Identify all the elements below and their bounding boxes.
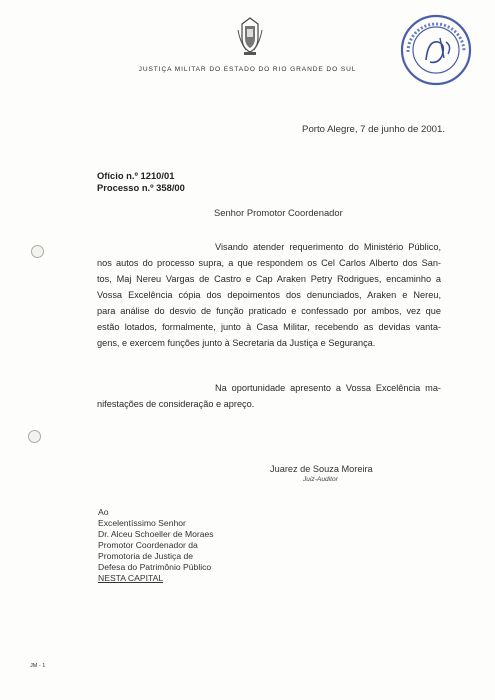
addressee-line: Excelentíssimo Senhor — [98, 518, 186, 528]
punch-hole — [31, 245, 44, 258]
body-line: nifestações de consideração e apreço. — [97, 399, 255, 409]
punch-hole — [28, 430, 41, 443]
addressee-line: Defesa do Patrimônio Público — [98, 562, 212, 572]
salutation: Senhor Promotor Coordenador — [214, 207, 343, 218]
body-line: gens, e exercem funções junto à Secretaria da Justiça e Segurança. — [97, 338, 376, 348]
body-line: Vossa Excelência cópia dos depoimentos dos denunciados, Araken e Nereu, — [97, 290, 441, 300]
body-line: estão lotados, formalmente, junto à Casa Militar, recebendo as devidas vanta- — [97, 322, 441, 332]
addressee-line: Dr. Alceu Schoeller de Moraes — [98, 529, 214, 539]
body-line: Na oportunidade apresento a Vossa Excelência ma- — [215, 383, 441, 393]
signature-name: Juarez de Souza Moreira — [270, 464, 373, 474]
oficio-number: Ofício n.º 1210/01 — [97, 170, 175, 181]
body-paragraph-2 — [97, 380, 441, 412]
date-line: Porto Alegre, 7 de junho de 2001. — [302, 124, 445, 135]
body-line: tos, Maj Nereu Vargas de Castro e Cap Araken Petry Rodrigues, encaminho a — [97, 274, 441, 284]
addressee-block — [98, 507, 214, 584]
body-line: para análise do desvio de função praticado e confessado por ambos, vez que — [97, 306, 441, 316]
addressee-city: NESTA CAPITAL — [98, 573, 164, 583]
addressee-line: Promotoria de Justiça de — [98, 551, 194, 561]
footer-code: JM - 1 — [30, 663, 46, 669]
circular-stamp-icon — [398, 12, 474, 88]
court-name: JUSTIÇA MILITAR DO ESTADO DO RIO GRANDE DO SUL — [138, 66, 357, 73]
signature-title: Juiz-Auditor — [303, 476, 338, 483]
body-line: nos autos do processo supra, a que respondem os Cel Carlos Alberto dos San- — [97, 258, 441, 268]
processo-number: Processo n.º 358/00 — [97, 182, 185, 193]
addressee-line: Promotor Coordenador da — [98, 540, 198, 550]
addressee-line: Ao — [98, 507, 109, 517]
coat-of-arms-icon — [236, 16, 264, 56]
body-line: Visando atender requerimento do Ministério Público, — [215, 242, 441, 252]
body-paragraph-1 — [97, 239, 441, 351]
